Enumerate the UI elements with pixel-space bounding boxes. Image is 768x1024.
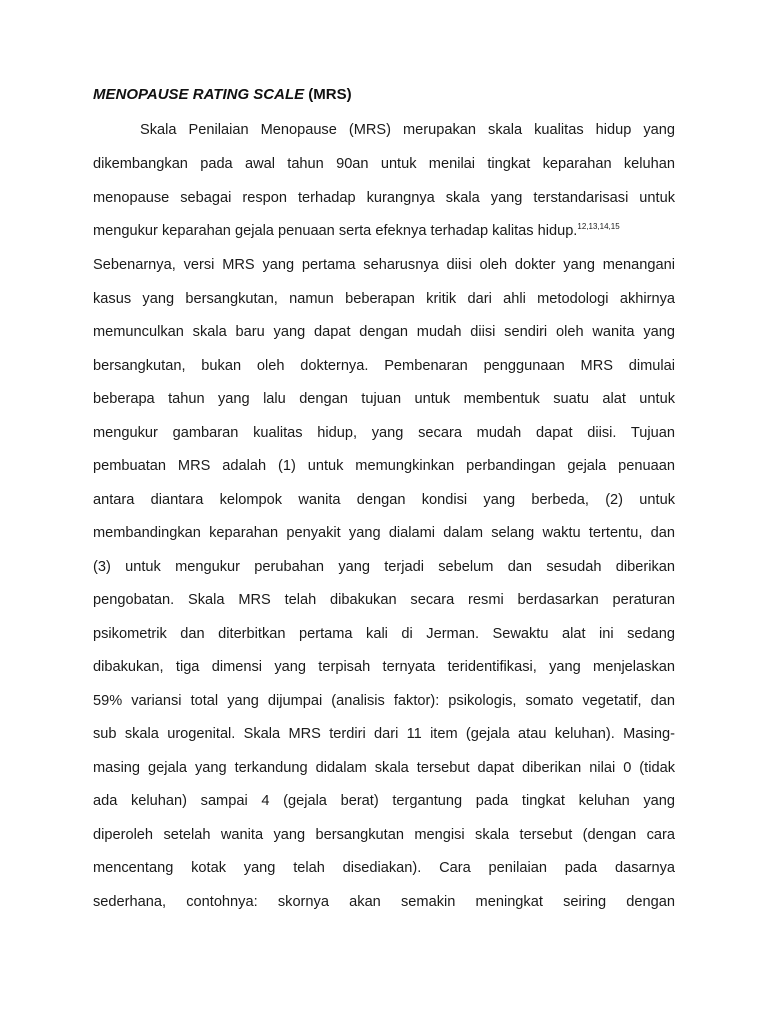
paragraph-line: sederhana, contohnya: skornya akan semakin meningkat seiring dengan [93,894,675,910]
paragraph-line: dikembangkan pada awal tahun 90an untuk menilai tingkat keparahan keluhan [93,156,675,172]
paragraph-line: pengobatan. Skala MRS telah dibakukan secara resmi berdasarkan peraturan [93,592,675,608]
paragraph-line: mencentang kotak yang telah disediakan). Cara penilaian pada dasarnya [93,860,675,876]
paragraph-line: dibakukan, tiga dimensi yang terpisah ternyata teridentifikasi, yang menjelaskan [93,659,675,675]
paragraph-line: menopause sebagai respon terhadap kurangnya skala yang terstandarisasi untuk [93,190,675,206]
paragraph-line: Skala Penilaian Menopause (MRS) merupakan skala kualitas hidup yang [140,122,675,138]
paragraph-line: Sebenarnya, versi MRS yang pertama seharusnya diisi oleh dokter yang menangani [93,257,675,273]
paragraph-line: (3) untuk mengukur perubahan yang terjadi sebelum dan sesudah diberikan [93,559,675,575]
document-title [93,86,352,103]
paragraph-line: bersangkutan, bukan oleh dokternya. Pembenaran penggunaan MRS dimulai [93,358,675,374]
paragraph-line: psikometrik dan diterbitkan pertama kali di Jerman. Sewaktu alat ini sedang [93,626,675,642]
title-rest: (MRS) [304,86,352,103]
paragraph-line: membandingkan keparahan penyakit yang dialami dalam selang waktu tertentu, dan [93,525,675,541]
paragraph-line: masing gejala yang terkandung didalam skala tersebut dapat diberikan nilai 0 (tidak [93,760,675,776]
paragraph-line-text: mengukur keparahan gejala penuaan serta efeknya terhadap kalitas hidup. [93,223,578,239]
paragraph-line: mengukur gambaran kualitas hidup, yang secara mudah dapat diisi. Tujuan [93,425,675,441]
paragraph-line: diperoleh setelah wanita yang bersangkutan mengisi skala tersebut (dengan cara [93,827,675,843]
paragraph-line: sub skala urogenital. Skala MRS terdiri dari 11 item (gejala atau keluhan). Masing- [93,726,675,742]
title-italic: MENOPAUSE RATING SCALE [93,86,305,103]
paragraph-line: kasus yang bersangkutan, namun beberapan kritik dari ahli metodologi akhirnya [93,291,675,307]
paragraph-line: pembuatan MRS adalah (1) untuk memungkinkan perbandingan gejala penuaan [93,458,675,474]
citation-superscript: 12,13,14,15 [577,222,620,231]
paragraph-line: antara diantara kelompok wanita dengan kondisi yang berbeda, (2) untuk [93,492,675,508]
paragraph-line: memunculkan skala baru yang dapat dengan mudah diisi sendiri oleh wanita yang [93,324,675,340]
paragraph-line: ada keluhan) sampai 4 (gejala berat) tergantung pada tingkat keluhan yang [93,793,675,809]
paragraph-line: 59% variansi total yang dijumpai (analisis faktor): psikologis, somato vegetatif, dan [93,693,675,709]
paragraph-line-with-citation [93,222,675,240]
paragraph-line: beberapa tahun yang lalu dengan tujuan untuk membentuk suatu alat untuk [93,391,675,407]
